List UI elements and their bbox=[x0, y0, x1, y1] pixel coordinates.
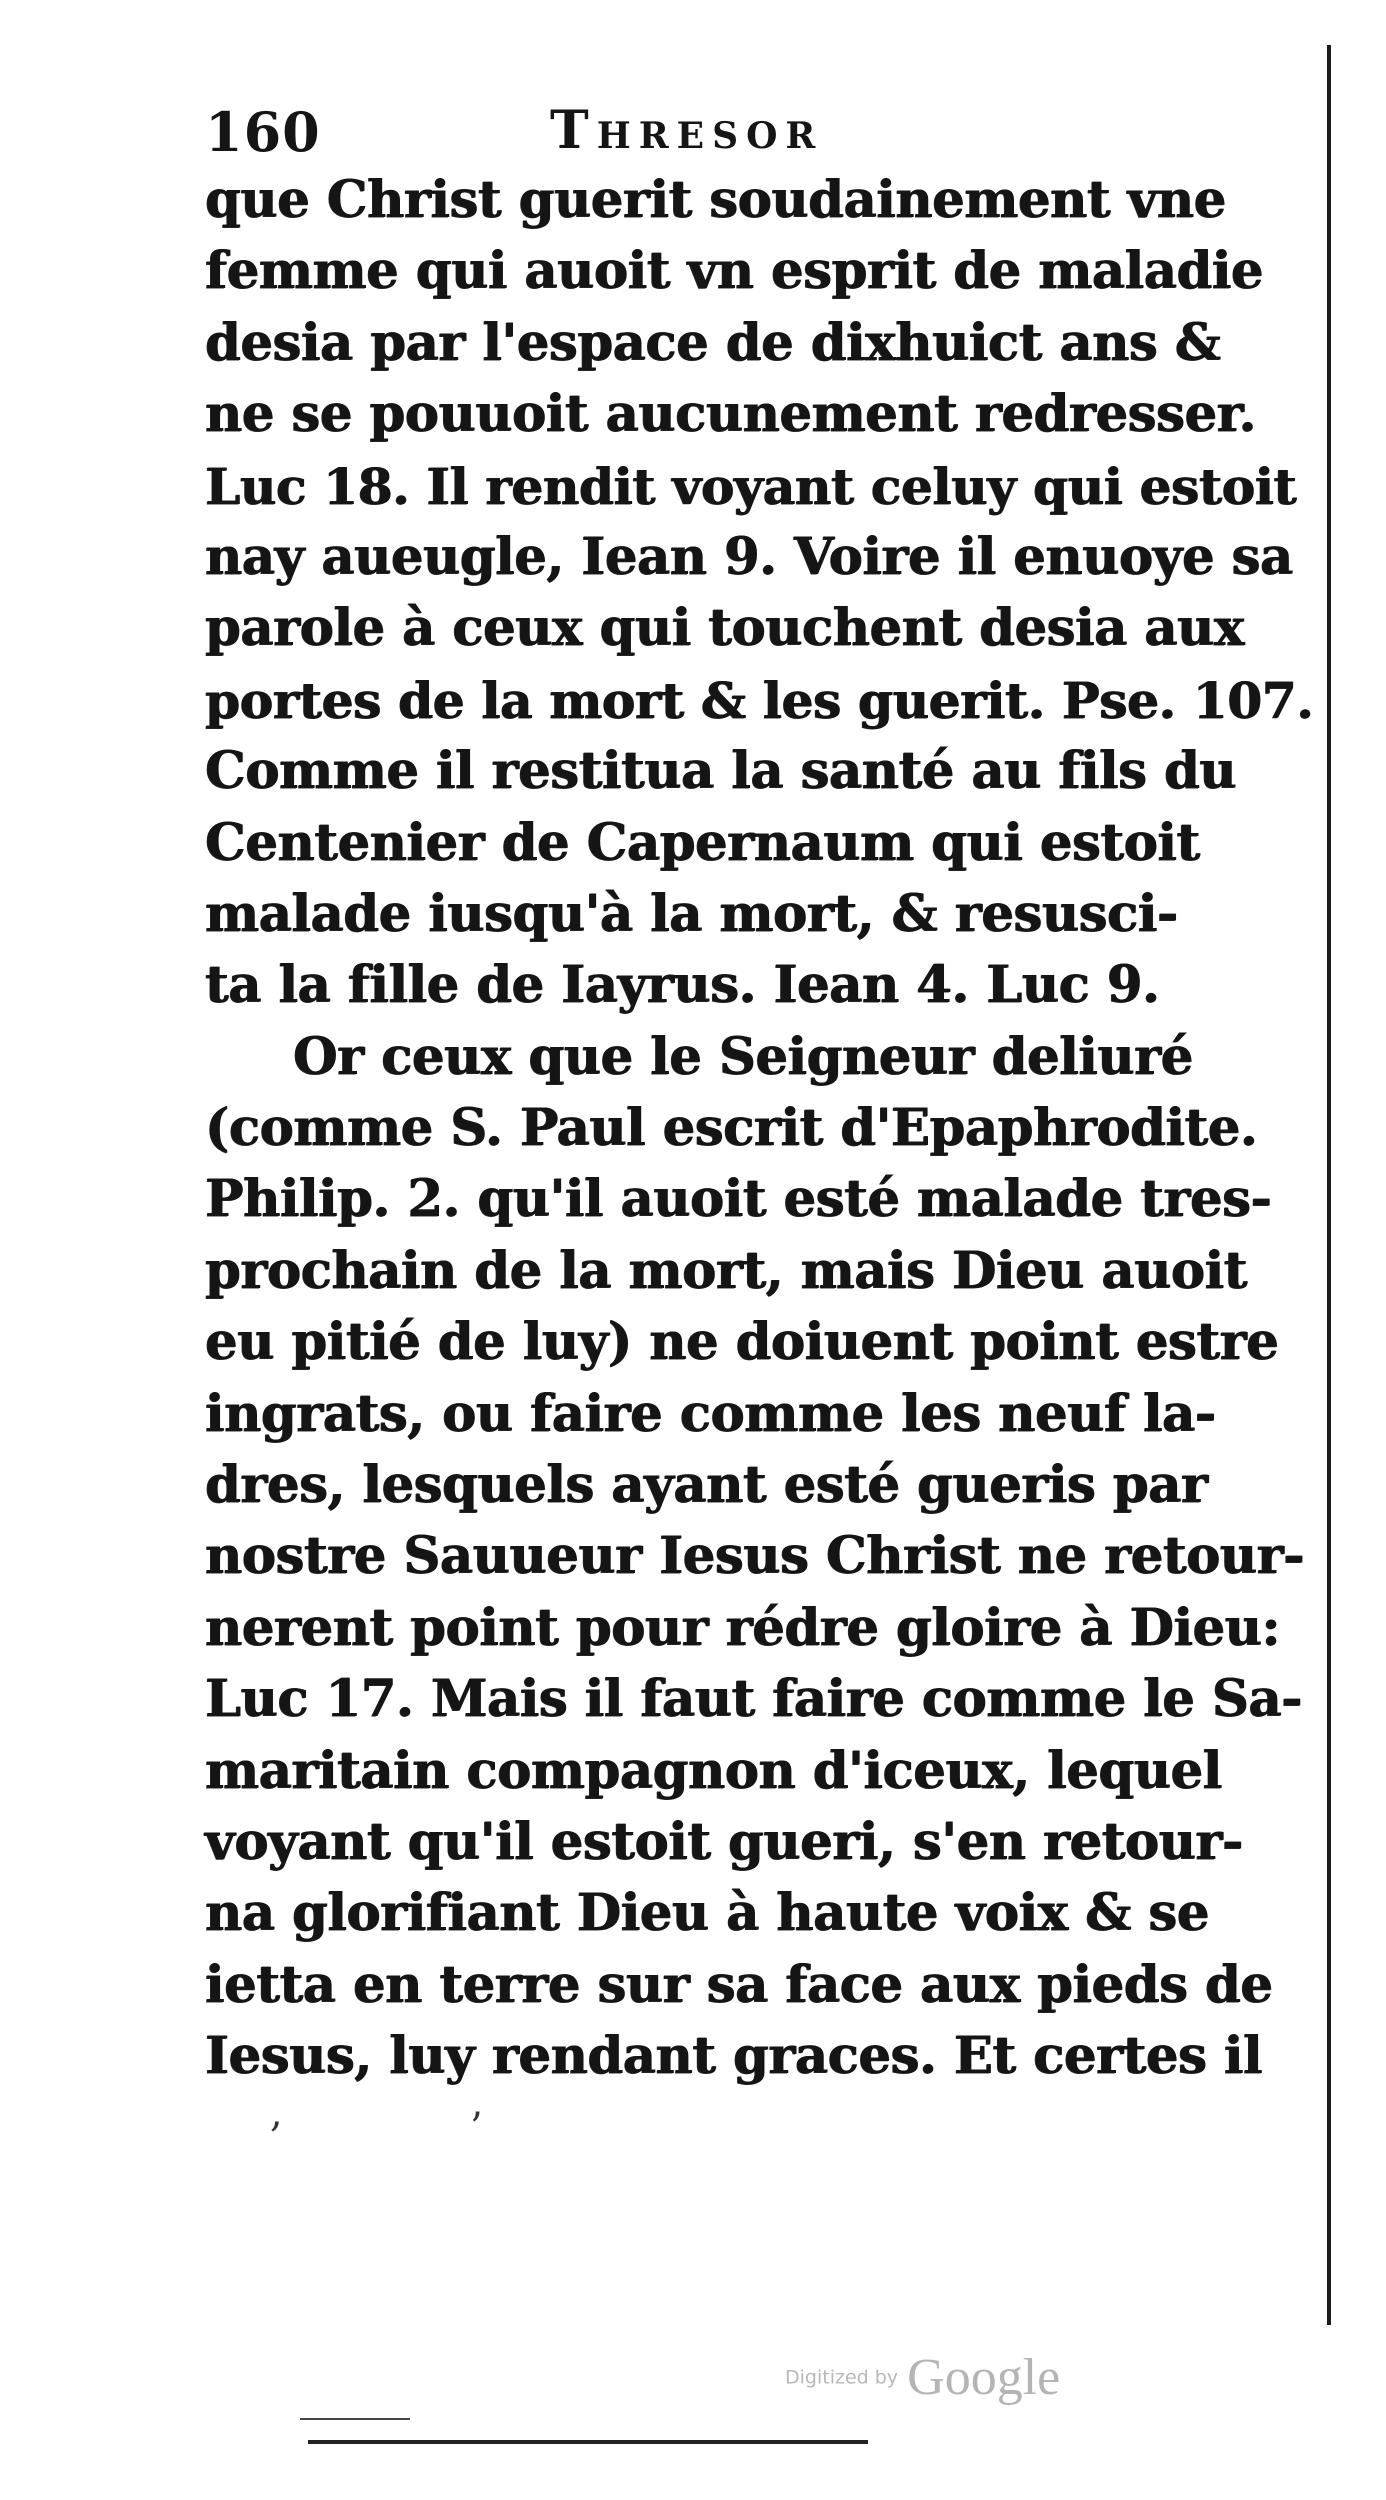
text-line: voyant qu'il estoit gueri, s'en retour- bbox=[205, 1811, 1243, 1872]
text-line: Iesus, luy rendant graces. Et certes il bbox=[205, 2026, 1263, 2087]
text-line: nay aueugle, Iean 9. Voire il enuoye sa bbox=[205, 526, 1293, 587]
text-line: desia par l'espace de dixhuict ans & bbox=[205, 312, 1221, 373]
text-line: portes de la mort & les guerit. Pse. 107. bbox=[205, 670, 1314, 730]
text-line: Luc 17. Mais il faut faire comme le Sa- bbox=[205, 1669, 1303, 1730]
text-line: que Christ guerit soudainement vne bbox=[205, 170, 1226, 230]
text-line: Luc 18. Il rendit voyant celuy qui estoit bbox=[205, 456, 1297, 516]
text-line: Centenier de Capernaum qui estoit bbox=[205, 812, 1200, 873]
scan-mark bbox=[300, 2418, 410, 2420]
text-line: Comme il restitua la santé au fils du bbox=[205, 741, 1237, 802]
page-bottom-rule bbox=[308, 2440, 868, 2444]
text-line: dres, lesquels ayant esté gueris par bbox=[205, 1455, 1208, 1516]
google-logo: Google bbox=[907, 2349, 1061, 2406]
ink-speck: ’ bbox=[470, 2105, 483, 2151]
text-line: ne se pouuoit aucunement redresser. bbox=[205, 384, 1256, 445]
page-header bbox=[205, 100, 1315, 170]
running-head: Thresor bbox=[550, 100, 824, 161]
text-line: maritain compagnon d'iceux, lequel bbox=[205, 1740, 1222, 1801]
text-line: eu pitié de luy) ne doiuent point estre bbox=[205, 1312, 1279, 1373]
text-line: parole à ceux qui touchent desia aux bbox=[205, 598, 1244, 659]
text-line: (comme S. Paul escrit d'Epaphrodite. bbox=[205, 1098, 1258, 1159]
text-line: ta la fille de Iayrus. Iean 4. Luc 9. bbox=[205, 955, 1160, 1016]
body-text bbox=[205, 165, 1315, 2093]
google-watermark bbox=[785, 2348, 1060, 2418]
text-line: nostre Sauueur Iesus Christ ne retour- bbox=[205, 1526, 1305, 1587]
page-number: 160 bbox=[205, 100, 321, 164]
text-line: ietta en terre sur sa face aux pieds de bbox=[205, 1954, 1273, 2015]
text-line: prochain de la mort, mais Dieu auoit bbox=[205, 1240, 1247, 1301]
ink-speck: , bbox=[270, 2090, 283, 2136]
paragraph-start-line: Or ceux que le Seigneur deliuré bbox=[293, 1026, 1193, 1087]
text-line: Philip. 2. qu'il auoit esté malade tres- bbox=[205, 1169, 1272, 1230]
text-line: ingrats, ou faire comme les neuf la- bbox=[205, 1383, 1216, 1444]
text-line: nerent point pour rédre gloire à Dieu: bbox=[205, 1597, 1280, 1658]
text-line: na glorifiant Dieu à haute voix & se bbox=[205, 1883, 1209, 1944]
text-line: femme qui auoit vn esprit de maladie bbox=[205, 241, 1264, 302]
watermark-prefix: Digitized by bbox=[785, 2366, 899, 2389]
text-line: malade iusqu'à la mort, & resusci- bbox=[205, 883, 1178, 944]
page-edge-rule bbox=[1327, 45, 1331, 2325]
